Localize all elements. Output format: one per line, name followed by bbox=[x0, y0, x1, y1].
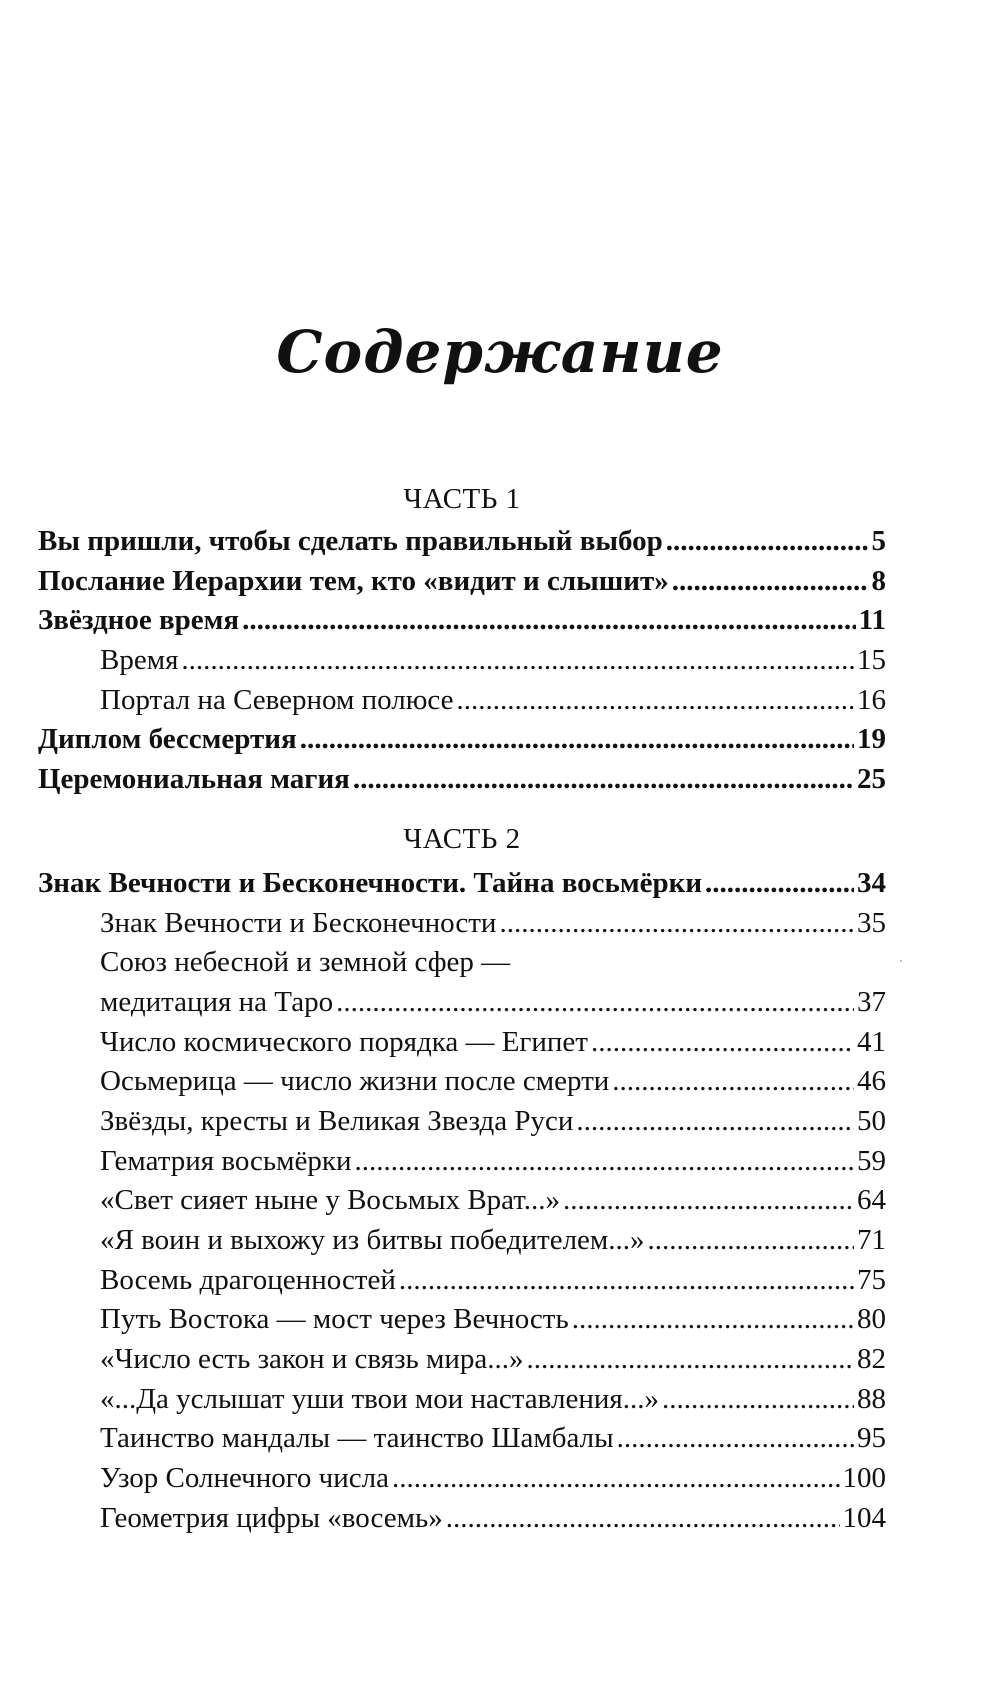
toc-entry-title: «...Да услышат уши твои мои наставления...» bbox=[100, 1382, 659, 1415]
toc-entry-title: Церемониальная магия bbox=[38, 763, 350, 796]
toc-entry-title: Знак Вечности и Бесконечности. Тайна восьмёрки bbox=[38, 866, 703, 899]
toc-entry-page: 59 bbox=[857, 1144, 886, 1177]
toc-entry-page: 41 bbox=[857, 1025, 886, 1058]
dot-leader bbox=[672, 562, 869, 602]
toc-entry-title: Звёзды, кресты и Великая Звезда Руси bbox=[100, 1104, 574, 1137]
dot-leader bbox=[354, 1142, 854, 1182]
toc-entry-page: 34 bbox=[857, 866, 886, 899]
dot-leader bbox=[527, 1340, 854, 1380]
toc-entry bbox=[38, 720, 886, 760]
toc-entry bbox=[38, 1142, 886, 1182]
toc-entry-page: 8 bbox=[871, 564, 886, 597]
toc-entry bbox=[38, 1300, 886, 1340]
dot-leader bbox=[336, 983, 854, 1023]
toc-entry-title: «Свет сияет ныне у Восьмых Врат...» bbox=[100, 1184, 561, 1217]
toc-entry-title: Звёздное время bbox=[38, 604, 240, 637]
part-1-entries bbox=[38, 522, 886, 800]
toc-entry bbox=[38, 1062, 886, 1102]
toc-entry-title: Геометрия цифры «восемь» bbox=[100, 1501, 443, 1534]
toc-entry-page: 37 bbox=[857, 985, 886, 1018]
dot-leader bbox=[576, 1102, 854, 1142]
toc-entry-page: 25 bbox=[857, 763, 886, 796]
dot-leader bbox=[242, 601, 856, 641]
toc-entry-page: 88 bbox=[857, 1382, 886, 1415]
dot-leader bbox=[353, 760, 854, 800]
paper-speck bbox=[712, 1524, 714, 1526]
dot-leader bbox=[612, 1062, 854, 1102]
toc-entry-page: 46 bbox=[857, 1065, 886, 1098]
toc-entry-page: 35 bbox=[857, 906, 886, 939]
dot-leader bbox=[591, 1023, 854, 1063]
toc-entry bbox=[38, 904, 886, 944]
toc-entry-page: 15 bbox=[857, 644, 886, 677]
toc-entry bbox=[38, 1102, 886, 1142]
toc-entry-page: 95 bbox=[857, 1422, 886, 1455]
toc-entry bbox=[38, 562, 886, 602]
toc-entry-title: Путь Востока — мост через Вечность bbox=[100, 1303, 569, 1336]
toc-entry-title: Знак Вечности и Бесконечности bbox=[100, 906, 497, 939]
toc-entry bbox=[38, 983, 886, 1023]
toc-entry bbox=[38, 1419, 886, 1459]
part-1-heading: ЧАСТЬ 1 bbox=[403, 483, 521, 515]
toc-entry bbox=[38, 1261, 886, 1301]
paper-speck bbox=[900, 960, 902, 962]
toc-entry bbox=[38, 1023, 886, 1063]
dot-leader bbox=[456, 681, 854, 721]
dot-leader bbox=[563, 1181, 854, 1221]
dot-leader bbox=[666, 522, 869, 562]
toc-entry-title: Число космического порядка — Египет bbox=[100, 1025, 588, 1058]
toc-entry-page: 104 bbox=[842, 1501, 886, 1534]
toc-entry-page: 71 bbox=[857, 1224, 886, 1256]
dot-leader bbox=[300, 720, 854, 760]
part-2-entries bbox=[38, 864, 886, 1539]
page-title: Содержание bbox=[276, 318, 724, 386]
toc-entry bbox=[38, 864, 886, 904]
toc-entry bbox=[38, 1181, 886, 1221]
toc-entry-title: Портал на Северном полюсе bbox=[100, 683, 454, 716]
dot-leader bbox=[392, 1459, 840, 1499]
toc-entry bbox=[38, 1459, 886, 1499]
part-2-heading: ЧАСТЬ 2 bbox=[403, 822, 521, 855]
toc-entry-page: 11 bbox=[858, 604, 886, 637]
dot-leader bbox=[617, 1419, 854, 1459]
toc-entry bbox=[38, 1499, 886, 1539]
toc-entry-page: 19 bbox=[857, 723, 886, 756]
toc-entry bbox=[38, 1340, 886, 1380]
toc-entry bbox=[38, 601, 886, 641]
toc-entry-page: 75 bbox=[857, 1263, 886, 1296]
toc-entry-title: Таинство мандалы — таинство Шамбалы bbox=[100, 1422, 614, 1455]
toc-entry-title: Послание Иерархии тем, кто «видит и слышит» bbox=[38, 564, 669, 597]
toc-entry-title: медитация на Таро bbox=[100, 985, 334, 1018]
dot-leader bbox=[181, 641, 854, 681]
toc-entry bbox=[38, 681, 886, 721]
toc-entry-title: Узор Солнечного числа bbox=[100, 1462, 389, 1495]
toc-entry-page: 100 bbox=[842, 1462, 886, 1495]
toc-entry-title: Диплом бессмертия bbox=[38, 723, 297, 756]
toc-entry-page: 80 bbox=[857, 1303, 886, 1336]
toc-entry bbox=[38, 943, 886, 983]
dot-leader bbox=[662, 1380, 854, 1420]
toc-entry-page: 16 bbox=[857, 683, 886, 716]
toc-entry bbox=[38, 641, 886, 681]
toc-entry-page: 5 bbox=[871, 525, 886, 557]
toc-entry bbox=[38, 1221, 886, 1261]
toc-entry-title: Осьмерица — число жизни после смерти bbox=[100, 1065, 610, 1098]
toc-entry-title: «Я воин и выхожу из битвы победителем...» bbox=[100, 1224, 645, 1256]
toc-entry-title: Время bbox=[100, 644, 179, 677]
dot-leader bbox=[446, 1499, 840, 1539]
dot-leader bbox=[499, 904, 854, 944]
toc-entry bbox=[38, 522, 886, 562]
toc-entry-title: Вы пришли, чтобы сделать правильный выбор bbox=[38, 525, 663, 557]
table-of-contents bbox=[38, 480, 886, 1539]
toc-entry-page: 50 bbox=[857, 1104, 886, 1137]
toc-entry bbox=[38, 760, 886, 800]
dot-leader bbox=[399, 1261, 854, 1301]
toc-entry-title: Гематрия восьмёрки bbox=[100, 1144, 352, 1177]
dot-leader bbox=[572, 1300, 854, 1340]
toc-entry-title: Восемь драгоценностей bbox=[100, 1263, 396, 1296]
toc-entry-page: 82 bbox=[857, 1343, 886, 1376]
dot-leader bbox=[705, 864, 854, 904]
toc-entry-page: 64 bbox=[857, 1184, 886, 1217]
toc-entry-title: Союз небесной и земной сфер — bbox=[100, 946, 511, 979]
dot-leader bbox=[648, 1221, 854, 1261]
toc-entry bbox=[38, 1380, 886, 1420]
toc-entry-title: «Число есть закон и связь мира...» bbox=[100, 1343, 524, 1376]
